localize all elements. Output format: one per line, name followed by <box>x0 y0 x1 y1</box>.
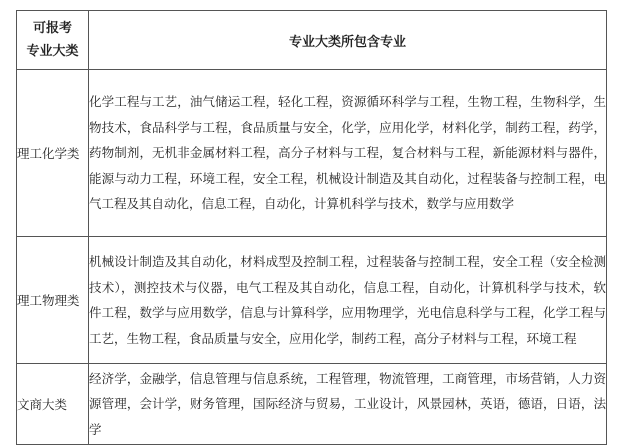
header-majors-cell: 专业大类所包含专业 <box>89 11 607 70</box>
table-row <box>17 70 607 237</box>
table-row <box>17 237 607 364</box>
header-category-line1: 可报考 <box>32 21 72 36</box>
category-cell: 理工物理类 <box>17 237 89 364</box>
majors-cell: 化学工程与工艺，油气储运工程，轻化工程，资源循环科学与工程，生物工程，生物科学，生物技术，食品科学与工程，食品质量与安全，化学，应用化学，材料化学，制药工程，药学，药物制剂，无机非金属材料工程，高分子材料与工程，复合材料与工程，新能源材料与器件，能源与动力工程，环境工程，安全工程，机械设计制造及其自动化，过程装备与控制工程，电气工程及其自动化，信息工程，自动化，计算机科学与技术，数学与应用数学 <box>89 70 607 237</box>
majors-cell: 经济学，金融学，信息管理与信息系统，工程管理，物流管理，工商管理，市场营销，人力资源管理，会计学，财务管理，国际经济与贸易，工业设计，风景园林，英语，德语，日语，法学 <box>89 364 607 445</box>
category-cell: 理工化学类 <box>17 70 89 237</box>
header-category-line2: 专业大类 <box>26 44 79 59</box>
category-cell: 文商大类 <box>17 364 89 445</box>
header-row <box>17 11 607 70</box>
header-category-cell <box>17 11 89 70</box>
majors-table <box>16 10 607 445</box>
majors-cell: 机械设计制造及其自动化，材料成型及控制工程，过程装备与控制工程，安全工程（安全检测技术），测控技术与仪器，电气工程及其自动化，信息工程，自动化，计算机科学与技术，软件工程，数学与应用数学，信息与计算科学，应用物理学，光电信息科学与工程，化学工程与工艺，生物工程，食品质量与安全，应用化学，制药工程，高分子材料与工程，环境工程 <box>89 237 607 364</box>
table-row <box>17 364 607 445</box>
